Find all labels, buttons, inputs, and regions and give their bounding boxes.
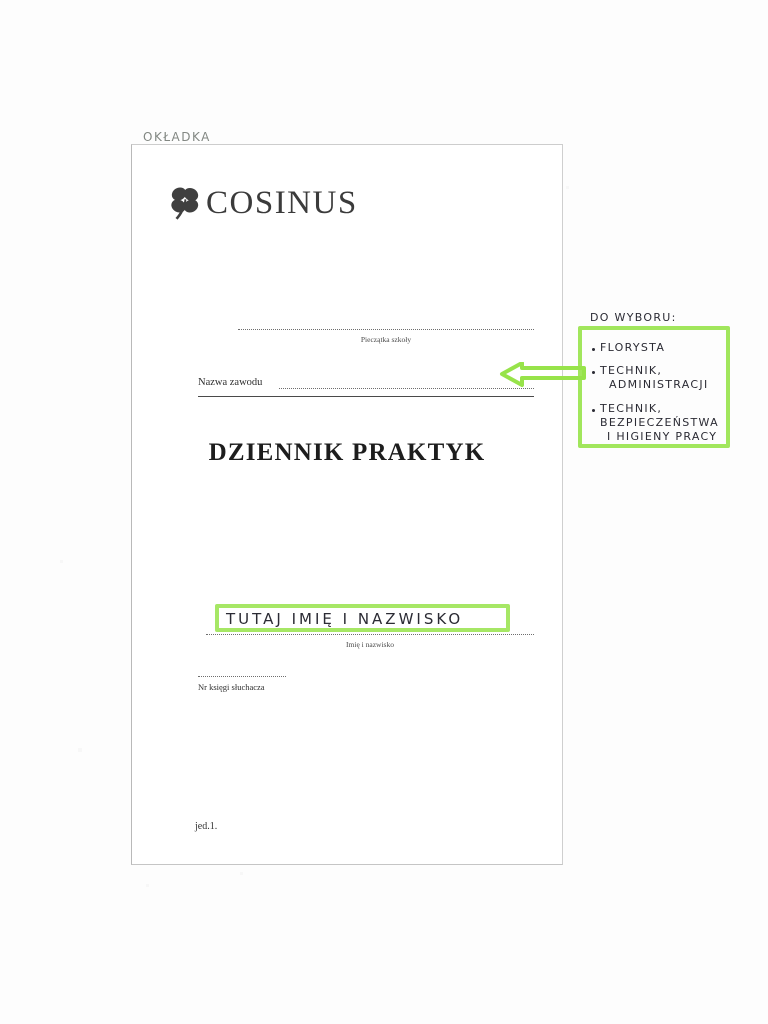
scan-artifact (240, 872, 243, 875)
profession-label: Nazwa zawodu (198, 377, 263, 388)
note-bullet (592, 371, 595, 374)
cover-annotation-label: OKŁADKA (143, 130, 211, 144)
stamp-caption: Pieczątka szkoły (360, 335, 412, 344)
note-item-1: FLORYSTA (600, 341, 666, 354)
document-sheet (131, 144, 563, 865)
scan-artifact (78, 748, 82, 752)
document-title: DZIENNIK PRAKTYK (208, 439, 486, 466)
note-item-3-line2: BEZPIECZEŃSTWA (600, 416, 719, 429)
profession-dotline (279, 388, 534, 389)
school-logo (168, 185, 358, 221)
stamp-line (238, 329, 534, 330)
four-leaf-clover-icon (168, 185, 202, 221)
note-title: DO WYBORU: (590, 311, 677, 324)
note-item-3-line1: TECHNIK, (600, 402, 663, 415)
note-item-3-line3: I HIGIENY PRACY (607, 430, 718, 443)
scan-artifact (146, 884, 149, 887)
note-item-2-line1: TECHNIK, (600, 364, 663, 377)
name-caption: Imię i nazwisko (346, 640, 394, 649)
green-arrow-icon (498, 362, 586, 392)
handwritten-name-placeholder: TUTAJ IMIĘ I NAZWISKO (226, 610, 464, 628)
scan-artifact (60, 560, 63, 563)
note-bullet (592, 348, 595, 351)
scan-artifact (566, 186, 569, 189)
note-bullet (592, 409, 595, 412)
profession-solidline (198, 396, 534, 397)
name-line (206, 634, 534, 635)
footer-code: jed.1. (195, 821, 218, 832)
logo-wordmark: COSINUS (206, 184, 358, 221)
note-item-2-line2: ADMINISTRACJI (609, 378, 709, 391)
register-label: Nr księgi słuchacza (198, 682, 265, 692)
register-line (198, 676, 286, 677)
